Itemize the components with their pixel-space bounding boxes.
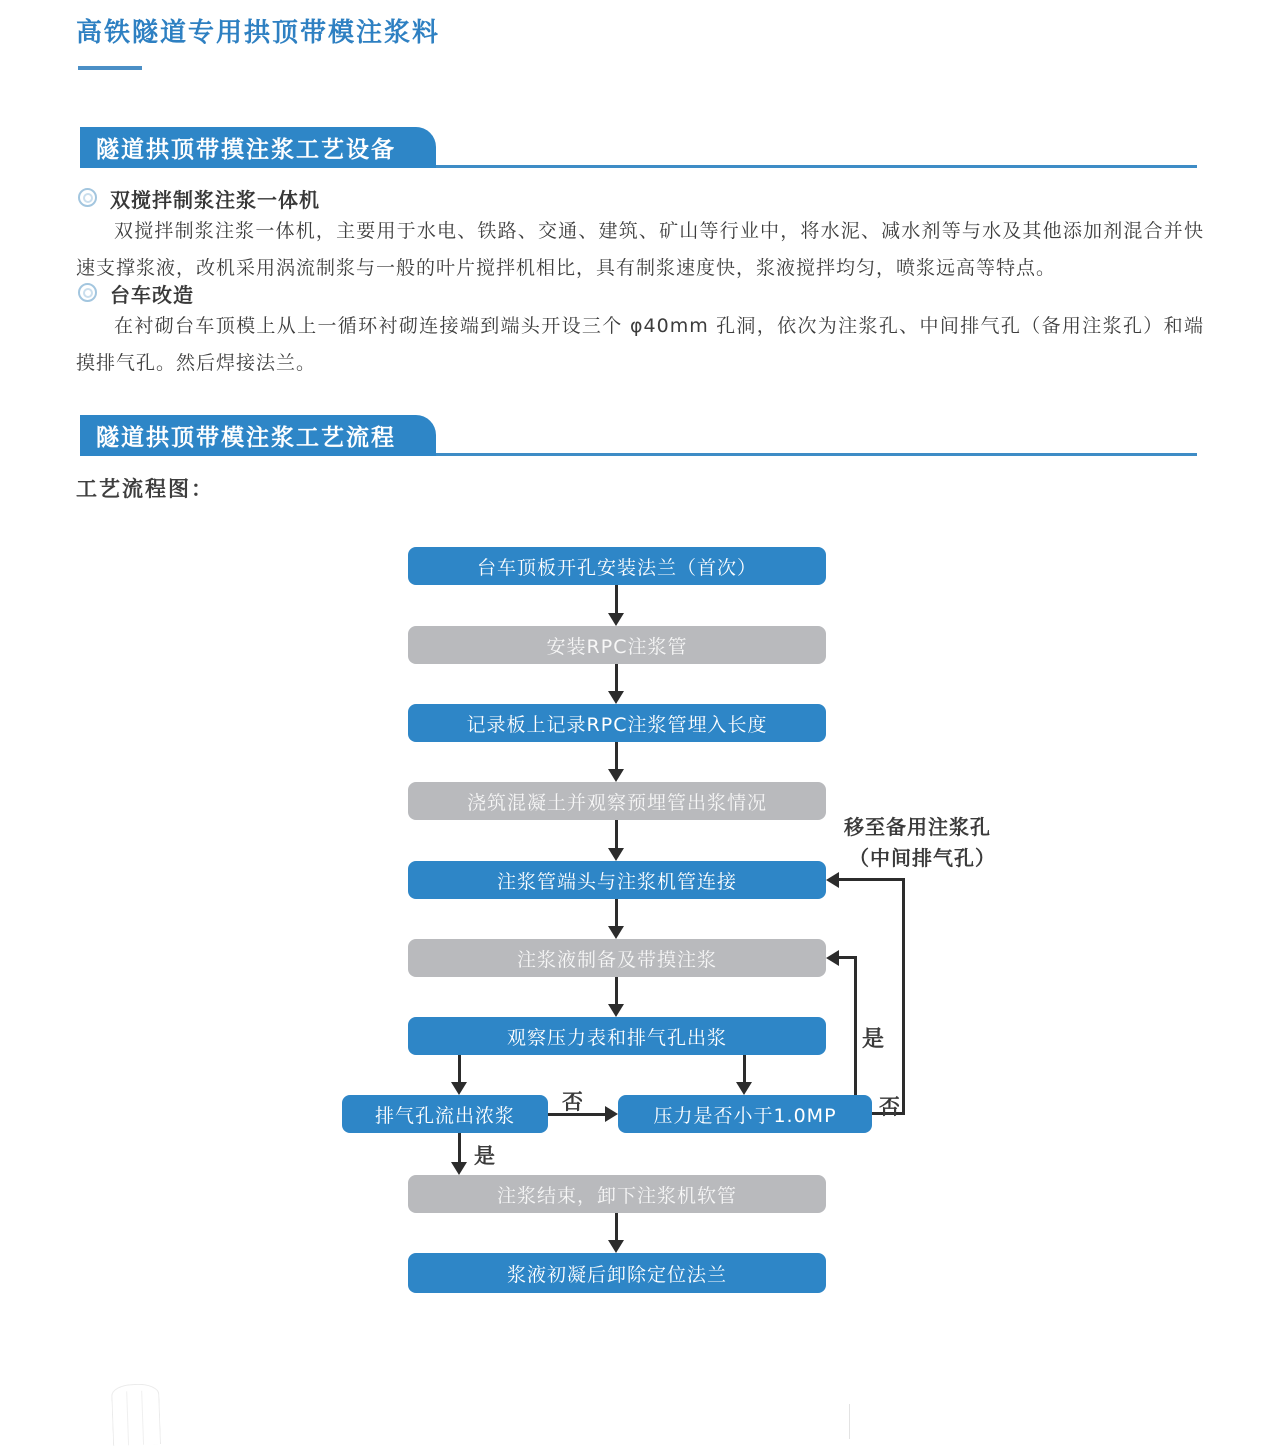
list-item-mixer — [78, 184, 320, 213]
arrowhead-down-icon — [608, 769, 624, 782]
connector-line — [839, 956, 857, 959]
connector-line — [902, 878, 905, 1115]
faint-divider-line — [849, 1404, 850, 1439]
edge-label-yes: 是 — [862, 1027, 885, 1052]
flow-node-connect-grout-machine: 注浆管端头与注浆机管连接 — [408, 861, 826, 899]
connector-line — [615, 742, 618, 769]
edge-label-yes: 是 — [474, 1144, 495, 1168]
arrowhead-right-icon — [605, 1106, 618, 1122]
flow-node-install-rpc-pipe: 安装RPC注浆管 — [408, 626, 826, 664]
list-item-label: 双搅拌制浆注浆一体机 — [110, 188, 320, 212]
flow-node-observe-pressure-gauge: 观察压力表和排气孔出浆 — [408, 1017, 826, 1055]
connector-line — [458, 1133, 461, 1162]
arrowhead-down-icon — [608, 848, 624, 861]
flow-node-open-hole-install-flange: 台车顶板开孔安装法兰（首次） — [408, 547, 826, 585]
connector-line — [615, 664, 618, 691]
page-title: 高铁隧道专用拱顶带模注浆料 — [76, 18, 441, 48]
connector-line — [615, 585, 618, 613]
connector-line — [743, 1055, 746, 1082]
edge-label-no: 否 — [562, 1090, 583, 1114]
connector-line — [615, 899, 618, 926]
arrowhead-down-icon — [608, 1004, 624, 1017]
flow-node-remove-flange: 浆液初凝后卸除定位法兰 — [408, 1253, 826, 1293]
double-circle-bullet-icon — [78, 188, 97, 207]
flow-annotation-line2: （中间排气孔） — [849, 846, 996, 870]
arrowhead-down-icon — [451, 1082, 467, 1095]
arrowhead-down-icon — [608, 691, 624, 704]
arrowhead-left-icon — [826, 872, 839, 888]
section-header-process: 隧道拱顶带模注浆工艺流程 — [80, 415, 436, 456]
flow-node-prepare-grout: 注浆液制备及带摸注浆 — [408, 939, 826, 977]
list-item-label: 台车改造 — [110, 283, 194, 307]
building-watermark — [111, 1383, 161, 1446]
flow-node-vent-thick-slurry: 排气孔流出浓浆 — [342, 1095, 548, 1133]
connector-line — [854, 957, 857, 1095]
section-header-equipment: 隧道拱顶带摸注浆工艺设备 — [80, 127, 436, 168]
title-underline — [78, 66, 142, 70]
flow-node-pour-concrete-observe: 浇筑混凝土并观察预埋管出浆情况 — [408, 782, 826, 820]
arrowhead-down-icon — [736, 1082, 752, 1095]
arrowhead-down-icon — [608, 1240, 624, 1253]
connector-line — [615, 820, 618, 848]
flow-node-grouting-finished: 注浆结束，卸下注浆机软管 — [408, 1175, 826, 1213]
paragraph-trolley: 在衬砌台车顶模上从上一循环衬砌连接端到端头开设三个 φ40mm 孔洞，依次为注浆孔、中间排气孔（备用注浆孔）和端摸排气孔。然后焊接法兰。 — [76, 315, 1204, 374]
connector-line — [458, 1055, 461, 1082]
connector-line — [615, 1213, 618, 1240]
flow-annotation-line1: 移至备用注浆孔 — [844, 815, 991, 839]
flow-node-record-pipe-length: 记录板上记录RPC注浆管埋入长度 — [408, 704, 826, 742]
connector-line — [615, 977, 618, 1004]
edge-label-no: 否 — [879, 1095, 900, 1119]
list-item-trolley — [78, 279, 194, 308]
arrowhead-left-icon — [826, 950, 839, 966]
arrowhead-down-icon — [608, 926, 624, 939]
double-circle-bullet-icon — [78, 283, 97, 302]
flowchart-caption: 工艺流程图： — [76, 477, 214, 501]
arrowhead-down-icon — [451, 1162, 467, 1175]
arrowhead-down-icon — [608, 613, 624, 626]
paragraph-mixer: 双搅拌制浆注浆一体机，主要用于水电、铁路、交通、建筑、矿山等行业中，将水泥、减水剂等与水及其他添加剂混合并快速支撑浆液，改机采用涡流制浆与一般的叶片搅拌机相比，具有制浆速度快，浆液搅拌均匀，喷浆远高等特点。 — [76, 220, 1204, 279]
flow-node-pressure-check: 压力是否小于1.0MP — [618, 1095, 872, 1133]
connector-line — [839, 878, 905, 881]
